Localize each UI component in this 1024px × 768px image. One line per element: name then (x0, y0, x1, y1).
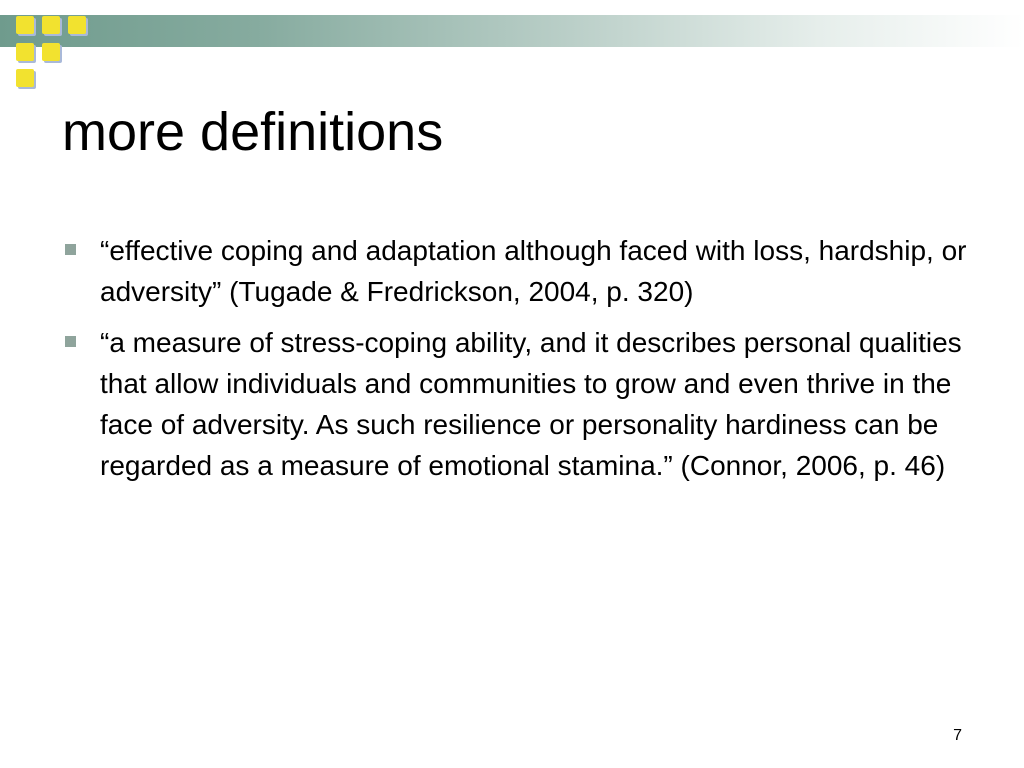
bullet-item (62, 322, 982, 486)
bullet-text: “a measure of stress-coping ability, and it describes personal qualities that allow individuals and communities to grow and even thrive in the face of adversity. As such resilience or personality hardiness can be regarded as a measure of emotional stamina.” (Connor, 2006, p. 46) (100, 327, 962, 481)
decorative-square (68, 16, 86, 34)
slide-number: 7 (953, 727, 962, 744)
decorative-square (16, 43, 34, 61)
bullet-item (62, 230, 982, 312)
decorative-square (42, 43, 60, 61)
bullet-list (62, 230, 982, 496)
bullet-square-icon (65, 244, 76, 255)
decorative-square (16, 16, 34, 34)
decorative-squares-logo (0, 0, 100, 100)
decorative-square (42, 16, 60, 34)
decorative-square (16, 69, 34, 87)
header-gradient-band (0, 15, 1024, 47)
bullet-text: “effective coping and adaptation although faced with loss, hardship, or adversity” (Tugade & Fredrickson, 2004, p. 320) (100, 235, 967, 307)
slide-title: more definitions (62, 102, 444, 162)
bullet-square-icon (65, 336, 76, 347)
